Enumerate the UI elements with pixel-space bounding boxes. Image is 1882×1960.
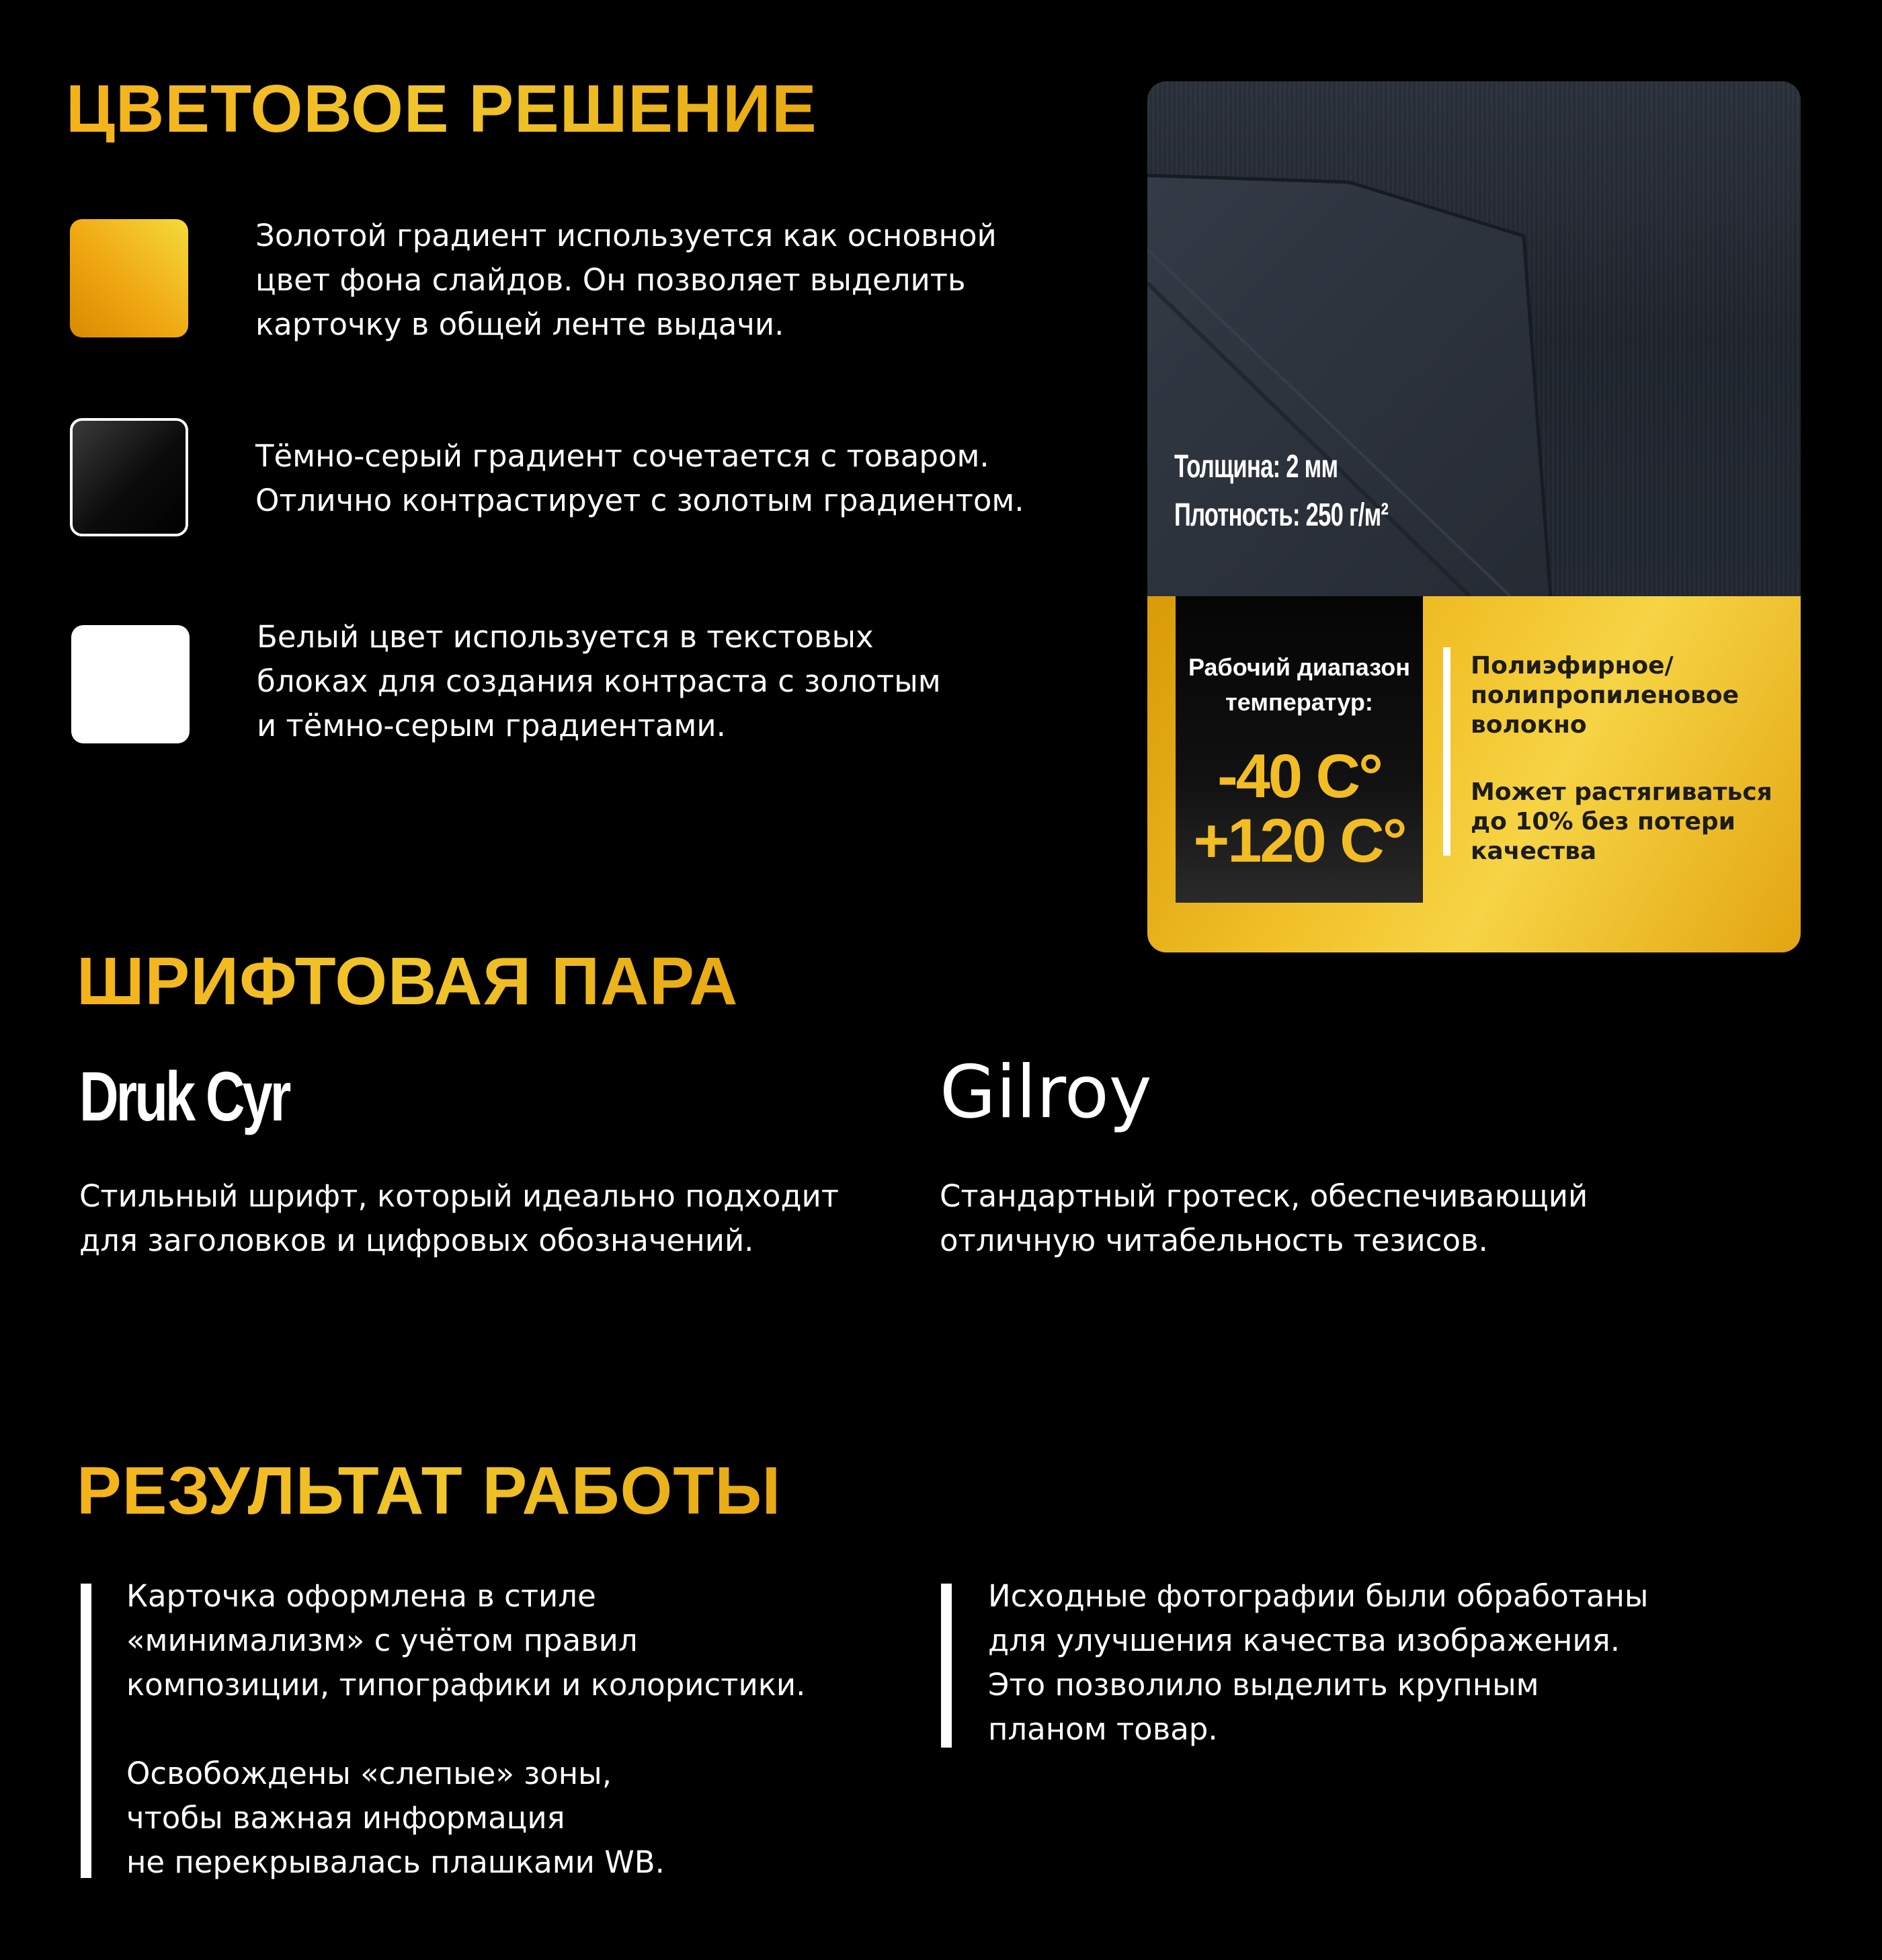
gold-swatch-description: Золотой градиент используется как основной цвет фона слайдов. Он позволяет выделить карточку в общей ленте выдачи. bbox=[255, 218, 997, 342]
stretch-note: Может растягиваться до 10% без потери качества bbox=[1471, 778, 1772, 865]
temperature-min: -40 C° bbox=[1217, 742, 1381, 811]
product-card-mockup bbox=[1147, 81, 1801, 952]
result-right-para1: Исходные фотографии были обработаны для улучшения качества изображения. Это позволило выделить крупным планом товар. bbox=[988, 1578, 1649, 1747]
fabric-photo bbox=[1147, 81, 1801, 596]
temperature-max: +120 C° bbox=[1193, 807, 1405, 875]
druk-font-description: Стильный шрифт, который идеально подходит для заголовков и цифровых обозначений. bbox=[79, 1178, 840, 1258]
white-swatch bbox=[71, 625, 190, 743]
card-divider-bar bbox=[1443, 647, 1450, 856]
temperature-box bbox=[1176, 596, 1423, 903]
gold-info-band bbox=[1147, 596, 1801, 952]
temperature-label-line1: Рабочий диапазон bbox=[1188, 653, 1410, 681]
dark-gradient-swatch bbox=[70, 418, 188, 536]
temperature-label-line2: температур: bbox=[1225, 688, 1373, 716]
dark-swatch-description: Тёмно-серый градиент сочетается с товаром. Отлично контрастирует с золотым градиентом. bbox=[255, 438, 1024, 518]
gold-gradient-swatch bbox=[70, 219, 188, 337]
font-section-title: ШРИФТОВАЯ ПАРА bbox=[77, 944, 739, 1019]
color-section-title: ЦВЕТОВОЕ РЕШЕНИЕ bbox=[66, 71, 817, 147]
material-note: Полиэфирное/ полипропиленовое волокно bbox=[1471, 652, 1739, 739]
thickness-spec: Толщина: 2 мм bbox=[1174, 449, 1338, 485]
result-section-title: РЕЗУЛЬТАТ РАБОТЫ bbox=[77, 1453, 782, 1528]
result-left-para2: Освобождены «слепые» зоны, чтобы важная информация не перекрывалась плашками WB. bbox=[126, 1756, 665, 1880]
gilroy-font-sample: Gilroy bbox=[940, 1051, 1152, 1135]
druk-font-sample: Druk Cyr bbox=[79, 1058, 289, 1136]
result-right-bar bbox=[941, 1584, 952, 1748]
result-left-para1: Карточка оформлена в стиле «минимализм» с учётом правил композиции, типографики и колористики. bbox=[126, 1578, 806, 1703]
result-left-bar bbox=[81, 1584, 91, 1878]
gilroy-font-description: Стандартный гротеск, обеспечивающий отличную читабельность тезисов. bbox=[940, 1178, 1588, 1258]
white-swatch-description: Белый цвет используется в текстовых блоках для создания контраста с золотым и тёмно-серым градиентами. bbox=[257, 619, 941, 743]
density-spec: Плотность: 250 г/м² bbox=[1174, 497, 1389, 533]
